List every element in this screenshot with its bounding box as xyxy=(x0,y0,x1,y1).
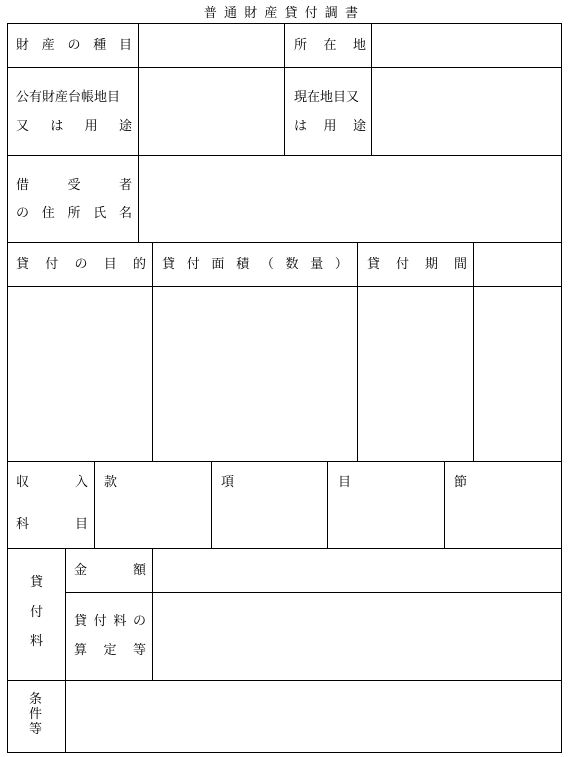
lease-purpose-header: 貸 付 の 目 的 xyxy=(16,257,146,272)
property-type-field[interactable] xyxy=(139,24,284,67)
table-border-bottom xyxy=(7,752,562,753)
conditions-field[interactable] xyxy=(66,681,561,752)
ledger-category-label-line2: 又 は 用 途 xyxy=(16,119,132,134)
location-field[interactable] xyxy=(372,24,561,67)
property-type-label: 財 産 の 種 目 xyxy=(16,38,132,53)
lease-purpose-field[interactable] xyxy=(8,287,152,461)
revenue-category-label-line2: 科 目 xyxy=(16,517,88,532)
row-divider xyxy=(7,242,562,243)
lease-fee-side-label-3: 料 xyxy=(30,634,44,649)
amount-label: 金 額 xyxy=(74,563,146,578)
table-border-right xyxy=(561,23,562,753)
amount-field[interactable] xyxy=(153,549,561,592)
lease-area-header: 貸 付 面 積 （ 数 量 ） xyxy=(162,257,348,272)
fee-calculation-label-line1: 貸 付 料 の xyxy=(74,614,146,629)
moku-field[interactable] xyxy=(328,495,444,548)
lease-extra-field[interactable] xyxy=(474,287,561,461)
kan-field[interactable] xyxy=(95,495,211,548)
borrower-field[interactable] xyxy=(139,156,561,242)
borrower-label-line1: 借 受 者 xyxy=(16,178,132,193)
current-category-label-line1: 現在地目又 xyxy=(294,90,360,105)
document-title: 普通財産貸付調書 xyxy=(203,6,366,21)
lease-period-header: 貸 付 期 間 xyxy=(367,257,467,272)
lease-area-field[interactable] xyxy=(153,287,357,461)
conditions-label-2: 件 xyxy=(29,707,43,722)
ledger-category-field[interactable] xyxy=(139,68,284,155)
ledger-category-label-line1: 公有財産台帳地目 xyxy=(16,90,121,105)
setsu-field[interactable] xyxy=(445,495,561,548)
revenue-category-label-line1: 収 入 xyxy=(16,475,88,490)
lease-fee-side-label-1: 貸 xyxy=(30,575,44,590)
conditions-label-3: 等 xyxy=(29,722,43,737)
fee-calculation-field[interactable] xyxy=(153,593,561,680)
current-category-label-line2: は 用 途 xyxy=(294,119,366,134)
fee-calculation-label-line2: 算 定 等 xyxy=(74,643,146,658)
conditions-label-1: 条 xyxy=(29,692,43,707)
current-category-field[interactable] xyxy=(372,68,561,155)
column-divider xyxy=(284,23,285,155)
kou-field[interactable] xyxy=(212,495,327,548)
moku-label: 目 xyxy=(338,475,352,490)
lease-period-field[interactable] xyxy=(358,287,473,461)
kan-label: 款 xyxy=(104,475,118,490)
row-divider xyxy=(7,461,562,462)
setsu-label: 節 xyxy=(454,475,468,490)
lease-fee-side-label-2: 付 xyxy=(30,605,44,620)
borrower-label-line2: の 住 所 氏 名 xyxy=(16,206,132,221)
location-label: 所 在 地 xyxy=(294,38,366,53)
column-divider xyxy=(65,548,66,680)
kou-label: 項 xyxy=(221,475,235,490)
